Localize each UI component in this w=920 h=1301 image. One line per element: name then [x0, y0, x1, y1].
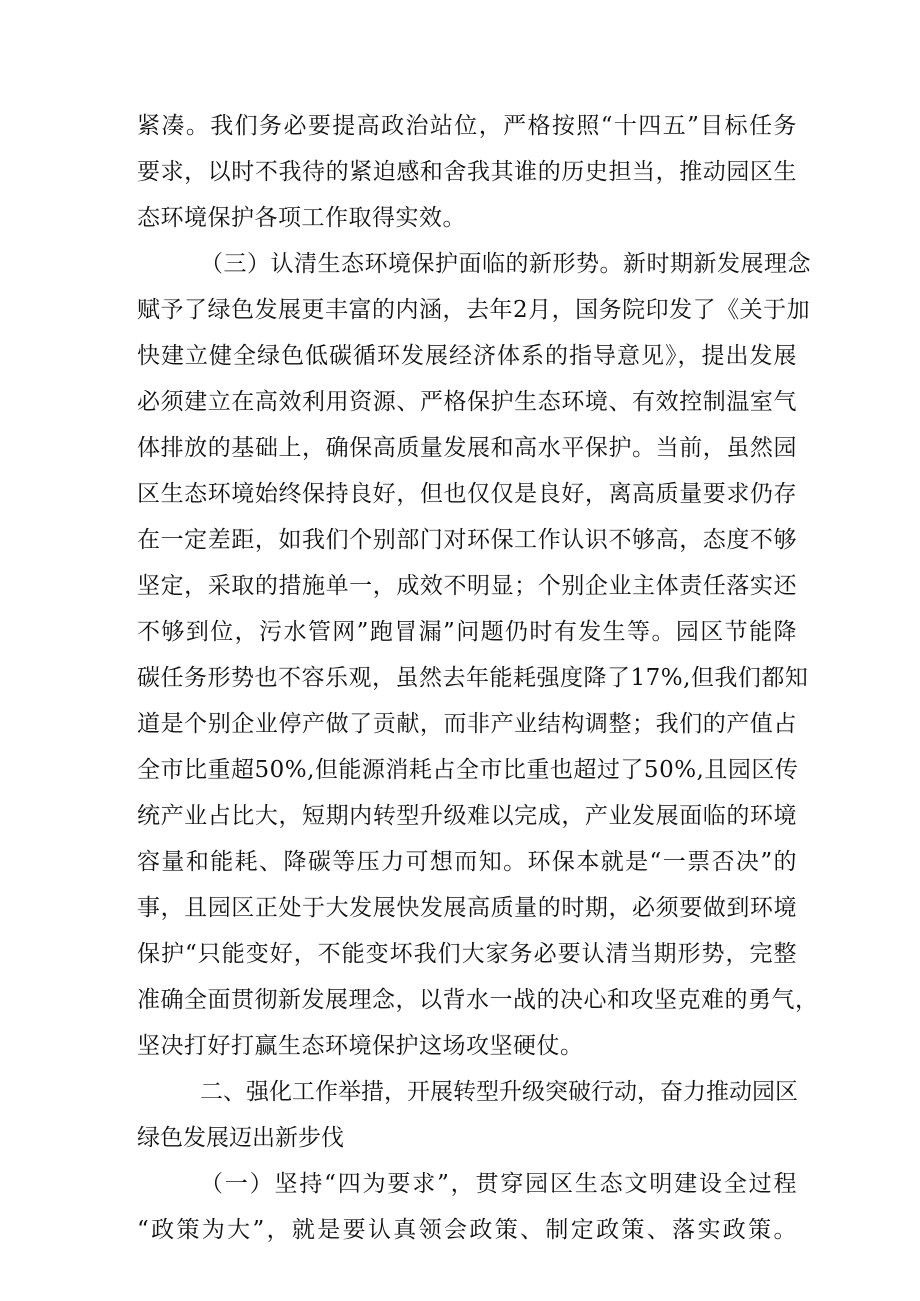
paragraph-line: 体排放的基础上，确保高质量发展和高水平保护。当前，虽然园 — [137, 435, 797, 461]
paragraph-line: 必须建立在高效利用资源、严格保护生态环境、有效控制温室气 — [137, 389, 797, 415]
paragraph-line: 碳任务形势也不容乐观，虽然去年能耗强度降了17%,但我们都知 — [137, 665, 809, 691]
paragraph-line: 道是个别企业停产做了贡献，而非产业结构调整；我们的产值占 — [137, 711, 797, 737]
paragraph-line: 全市比重超50%,但能源消耗占全市比重也超过了50%,且园区传 — [137, 757, 799, 783]
section-heading-line: 二、强化工作举措，开展转型升级突破行动，奋力推动园区 — [200, 1079, 798, 1105]
paragraph-line: 准确全面贯彻新发展理念，以背水一战的决心和攻坚克难的勇气， — [137, 987, 819, 1013]
section-heading-line: 绿色发展迈出新步伐 — [137, 1125, 344, 1151]
paragraph-line: “政策为大”，就是要认真领会政策、制定政策、落实政策。 — [137, 1217, 797, 1243]
paragraph-line: 容量和能耗、降碳等压力可想而知。环保本就是“一票否决”的 — [137, 849, 797, 875]
paragraph-line: 在一定差距，如我们个别部门对环保工作认识不够高，态度不够 — [137, 527, 797, 553]
paragraph-line: 保护“只能变好，不能变坏我们大家务必要认清当期形势，完整 — [137, 941, 797, 967]
paragraph-line: 事，且园区正处于大发展快发展高质量的时期，必须要做到环境 — [137, 895, 797, 921]
paragraph-line: 态环境保护各项工作取得实效。 — [137, 205, 466, 231]
paragraph-line: 快建立健全绿色低碳循环发展经济体系的指导意见》，提出发展 — [137, 343, 797, 369]
paragraph-line: 坚决打好打赢生态环境保护这场攻坚硬仗。 — [137, 1033, 584, 1059]
paragraph-line: 要求，以时不我待的紧迫感和舍我其谁的历史担当，推动园区生 — [137, 159, 797, 185]
paragraph-line: 不够到位，污水管网”跑冒漏”问题仍时有发生等。园区节能降 — [137, 619, 797, 645]
section-three-title-line: （三）认清生态环境保护面临的新形势。新时期新发展理念 — [200, 251, 811, 277]
paragraph-line: 统产业占比大，短期内转型升级难以完成，产业发展面临的环境 — [137, 803, 797, 829]
paragraph-line: 坚定，采取的措施单一，成效不明显；个别企业主体责任落实还 — [137, 573, 797, 599]
paragraph-line: 赋予了绿色发展更丰富的内涵，去年2月，国务院印发了《关于加 — [137, 297, 811, 323]
subsection-title-line: （一）坚持“四为要求”，贯穿园区生态文明建设全过程 — [200, 1171, 797, 1197]
paragraph-line: 区生态环境始终保持良好，但也仅仅是良好，离高质量要求仍存 — [137, 481, 797, 507]
paragraph-line: 紧凑。我们务必要提高政治站位，严格按照“十四五”目标任务 — [137, 113, 797, 139]
